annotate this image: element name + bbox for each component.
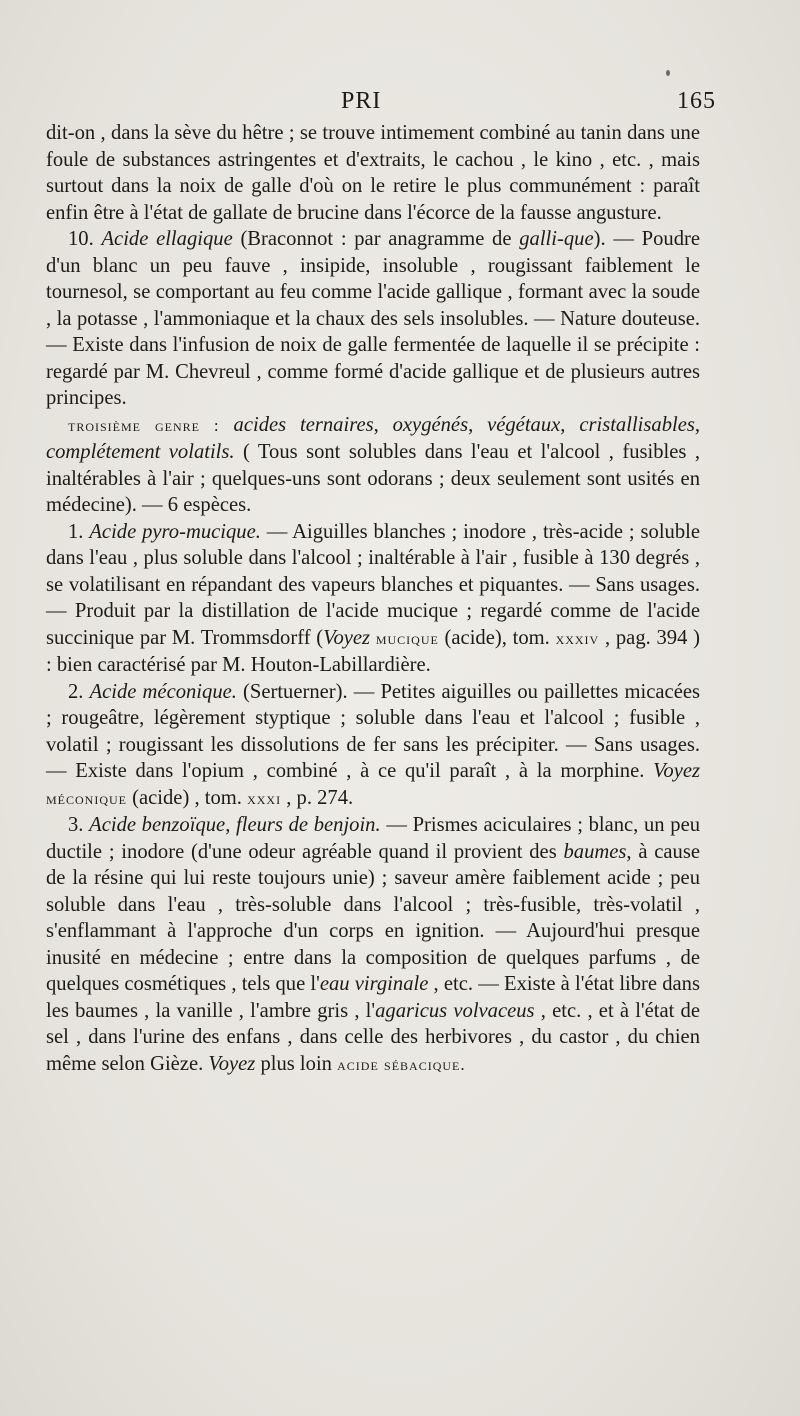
italic-text: agaricus volvaceus (375, 999, 535, 1022)
italic-text: galli-que (519, 228, 594, 250)
small-caps-text: méconique (46, 788, 127, 808)
italic-text: végétaux (487, 413, 561, 436)
paragraph (46, 679, 700, 813)
text-run: , pag. 394 ) : bien caractérisé par M. Houton-Labillardière. (46, 626, 701, 676)
text-run: ( Tous sont solubles dans l'eau et l'alcool , fusibles , inaltérables à l'air ; quelques-uns sont odorans ; deux seulement sont usités en médecine). — 6 espèces. (46, 441, 701, 516)
text-run: , etc. — Existe à l'état libre dans les baumes , la vanille , l'ambre gris , l' (46, 973, 700, 1022)
text-run: 10. (68, 228, 102, 250)
small-caps-text: mucique (375, 628, 439, 648)
text-run (220, 414, 234, 436)
italic-text: acides ternaires (233, 413, 374, 436)
italic-text: cristallisables (579, 413, 695, 436)
text-run: , etc. , et à l'état de sel , dans l'urine des enfans , dans celle des herbivores , du castor , du chien même selon Gièze. (46, 999, 700, 1075)
text-run: — Prismes aciculaires ; blanc, un peu ductile ; inodore (d'une odeur agréable quand il provient des (46, 814, 701, 863)
italic-text: baumes (563, 840, 627, 863)
small-caps-text: xxxiv (555, 628, 600, 648)
italic-text: Acide méconique. (89, 680, 237, 703)
small-caps-text: acide sébacique. (337, 1054, 466, 1074)
text-run: , (468, 413, 488, 436)
page-body-text (46, 120, 700, 1078)
ink-speck (666, 70, 670, 76)
small-caps-text: troisième genre : (68, 415, 220, 435)
italic-text: Acide pyro-mucique. (89, 520, 261, 543)
italic-text: complétement volatils. (46, 441, 235, 463)
text-run: 1. (68, 520, 90, 543)
italic-text: Acide ellagique (101, 228, 233, 250)
paragraph (46, 519, 700, 679)
italic-text: oxygénés (392, 413, 469, 436)
text-run: ). — Poudre d'un blanc un peu fauve , insipide, insoluble , rougissant faiblement le tournesol, se comportant au feu comme l'acide gallique , formant avec la soude , la potasse , l'ammoniaque et la chaux des sels insolubles. — Nature douteuse. — Existe dans l'infusion de noix de galle fermentée de laquelle il se précipite : regardé par M. Chevreul , comme formé d'acide gallique et de plusieurs autres principes. (46, 228, 700, 409)
italic-text: Voyez (323, 626, 371, 649)
text-run: (acide), tom. (438, 626, 556, 649)
text-run: , (373, 413, 393, 436)
text-run: , à cause de la résine qui lui reste toujours unie) ; saveur amère faiblement acide ; peu soluble dans l'eau , très-soluble dans l'alcool ; très-fusible, très-volatil , s'enflammant à l'approche d'un corps en ignition. — Aujourd'hui presque inusité en médecine ; entre dans la composition de quelques parfums , de quelques cosmétiques , tels que l' (46, 840, 700, 995)
paragraph (46, 812, 700, 1078)
italic-text: eau virginale (319, 973, 429, 995)
text-run: (acide) , tom. (127, 786, 248, 809)
text-run: plus loin (255, 1052, 338, 1075)
text-run: , (694, 413, 701, 436)
text-run: (Braconnot : par anagramme de (232, 228, 520, 250)
small-caps-text: xxxi (247, 788, 282, 808)
italic-text: Voyez (653, 760, 700, 782)
text-run: 2. (68, 680, 90, 703)
italic-text: Voyez (208, 1052, 256, 1075)
text-run: 3. (68, 814, 90, 836)
text-run: (Sertuerner). — Petites aiguilles ou paillettes micacées ; rougeâtre, légèrement styptique ; soluble dans l'eau et l'alcool ; fusible , volatil ; rougissant les dissolutions de fer sans les précipiter. — Sans usages. — Existe dans l'opium , combiné , à ce qu'il paraît , à la morphine. (46, 680, 700, 782)
running-header (46, 88, 716, 116)
running-title: PRI (341, 88, 382, 114)
paragraph (46, 120, 700, 226)
page-number: 165 (677, 88, 716, 114)
text-run: , (225, 814, 237, 836)
text-run: , (560, 413, 580, 436)
paragraph (46, 412, 700, 519)
italic-text: fleurs de benjoin. (236, 814, 381, 836)
paragraph (46, 226, 700, 412)
text-run: — Aiguilles blanches ; inodore , très-acide ; soluble dans l'eau , plus soluble dans l'alcool ; inaltérable à l'air , fusible à 130 degrés , se volatilisant en répandant des vapeurs blanches et piquantes. — Sans usages. — Produit par la distillation de l'acide mucique ; regardé comme de l'acide succinique par M. Trommsdorff ( (46, 520, 700, 649)
text-run: , p. 274. (281, 786, 354, 809)
italic-text: Acide benzoïque (89, 814, 226, 836)
text-run: dit-on , dans la sève du hêtre ; se trouve intimement combiné au tanin dans une foule de substances astringentes et d'extraits, le cachou , le kino , etc. , mais surtout dans la noix de galle d'où on le retire le plus communément : paraît enfin être à l'état de gallate de brucine dans l'écorce de la fausse angusture. (46, 122, 700, 224)
